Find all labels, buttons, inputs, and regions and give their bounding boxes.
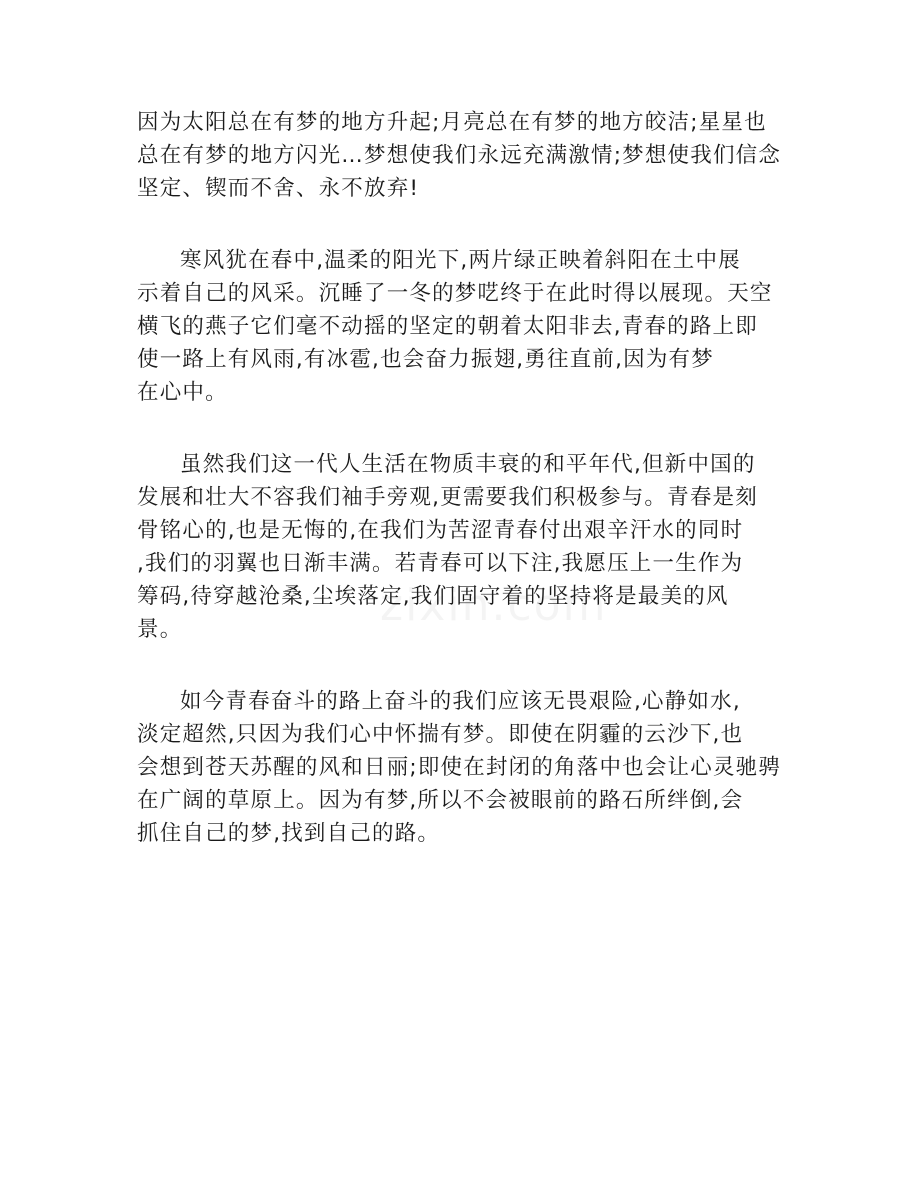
paragraph-line: 横飞的燕子它们毫不动摇的坚定的朝着太阳非去,青春的路上即 [137,314,758,339]
paragraph-line: 总在有梦的地方闪光…梦想使我们永远充满激情;梦想使我们信念 [137,143,782,168]
paragraph-line: 坚定、锲而不舍、永不放弃! [137,176,420,201]
paragraph-line: 发展和壮大不容我们袖手旁观,更需要我们积极参与。青春是刻 [137,485,758,510]
paragraph-line: 筹码,待穿越沧桑,尘埃落定,我们固守着的坚持将是最美的风 [137,584,729,609]
paragraph-1 [137,106,787,205]
paragraph-line: 寒风犹在春中,温柔的阳光下,两片绿正映着斜阳在土中展 [180,248,741,273]
paragraph-line: 骨铭心的,也是无悔的,在我们为苦涩青春付出艰辛汗水的同时 [137,518,744,543]
paragraph-line: 会想到苍天苏醒的风和日丽;即使在封闭的角落中也会让心灵驰骋 [137,755,782,780]
paragraph-line: 抓住自己的梦,找到自己的路。 [137,821,441,846]
paragraph-4 [137,685,787,850]
paragraph-line: 景。 [137,617,183,642]
paragraph-3 [137,448,787,646]
document-body [137,106,787,889]
paragraph-line: 因为太阳总在有梦的地方升起;月亮总在有梦的地方皎洁;星星也 [137,110,767,135]
paragraph-line: ,我们的羽翼也日渐丰满。若青春可以下注,我愿压上一生作为 [137,551,744,576]
paragraph-2 [137,244,787,409]
paragraph-line: 如今青春奋斗的路上奋斗的我们应该无畏艰险,心静如水, [180,689,741,714]
paragraph-line: 使一路上有风雨,有冰雹,也会奋力振翅,勇往直前,因为有梦 [137,347,714,372]
paragraph-line: 淡定超然,只因为我们心中怀揣有梦。即使在阴霾的云沙下,也 [137,722,744,747]
paragraph-line: 示着自己的风采。沉睡了一冬的梦呓终于在此时得以展现。天空 [137,281,773,306]
paragraph-line: 在广阔的草原上。因为有梦,所以不会被眼前的路石所绊倒,会 [137,788,744,813]
paragraph-line: 虽然我们这一代人生活在物质丰衰的和平年代,但新中国的 [180,452,756,477]
paragraph-line: 在心中。 [137,380,228,405]
